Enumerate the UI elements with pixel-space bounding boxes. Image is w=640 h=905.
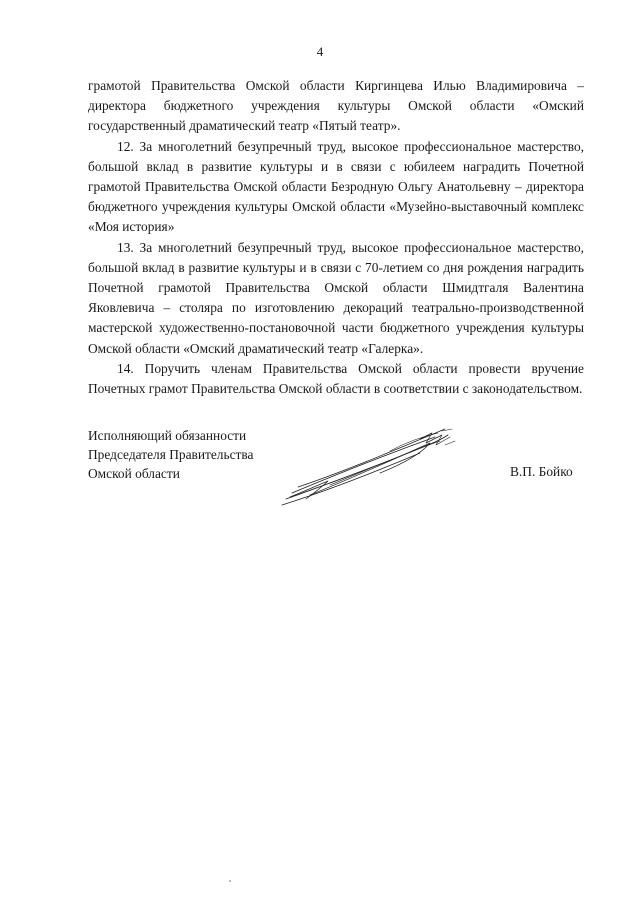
signatory-title-line: Председателя Правительства bbox=[88, 447, 254, 462]
signatory-name: В.П. Бойко bbox=[510, 464, 573, 479]
signatory-title bbox=[88, 426, 253, 483]
page-number: 4 bbox=[316, 44, 324, 59]
paragraph-13: 13. За многолетний безупречный труд, высокое профессиональное мастерство, большой вклад в развитие культуры и в связи с 70-летием со дня рождения наградить Почетной грамотой Правительства Омской области Шмидтгаля Валентина Яковлевича – столяра по изготовлению декораций театрально-производственной мастерской художественно-постановочной части бюджетного учреждения культуры Омской области «Омский драматический театр «Галерка». bbox=[88, 239, 584, 356]
signatory-title-line: Омской области bbox=[88, 466, 180, 481]
paragraph-12: 12. За многолетний безупречный труд, высокое профессиональное мастерство, большой вклад в развитие культуры и в связи с юбилеем наградить Почетной грамотой Правительства Омской области Безродную Ольгу Анатольевну – директора бюджетного учреждения культуры Омской области «Музейно-выставочный комплекс «Моя история» bbox=[88, 138, 584, 235]
scan-artifact bbox=[229, 880, 231, 882]
handwritten-signature bbox=[270, 415, 470, 515]
paragraph-11-continuation: грамотой Правительства Омской области Киргинцева Илью Владимировича – директора бюджетного учреждения культуры Омской области «Омский государственный драматический театр «Пятый театр». bbox=[88, 78, 584, 134]
paragraph-14: 14. Поручить членам Правительства Омской области провести вручение Почетных грамот Правительства Омской области в соответствии с законодательством. bbox=[88, 360, 584, 397]
document-body bbox=[88, 76, 584, 399]
signatory-title-line: Исполняющий обязанности bbox=[88, 428, 247, 443]
